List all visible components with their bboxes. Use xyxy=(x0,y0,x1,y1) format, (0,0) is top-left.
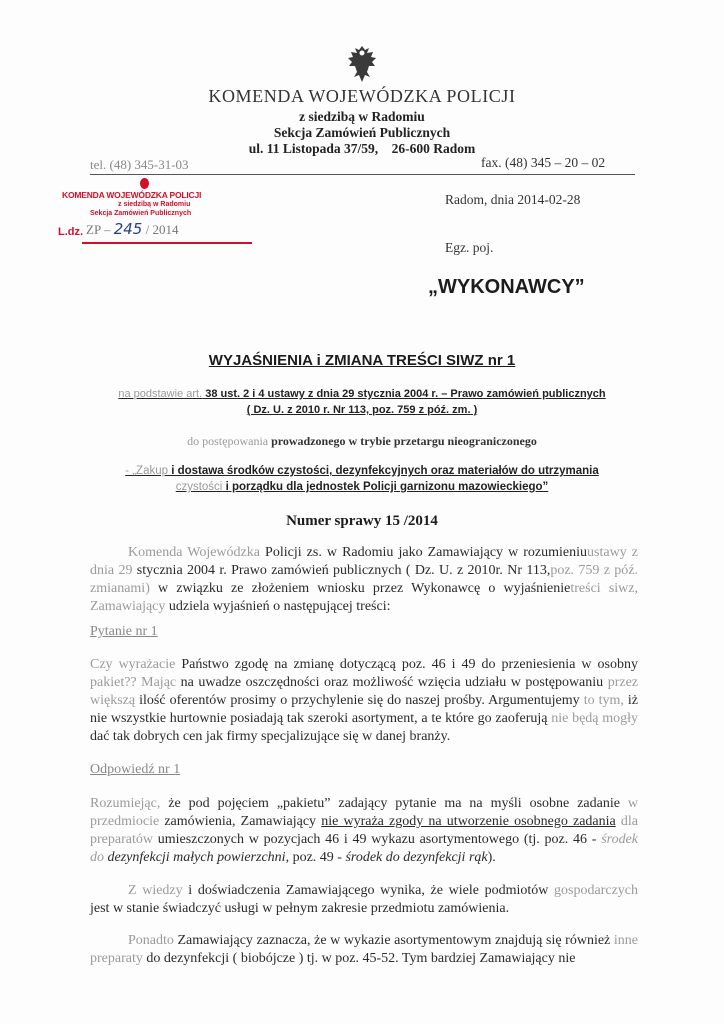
para2-faded-1: Z wiedzy xyxy=(128,883,183,898)
subject-lead-2: czystości xyxy=(175,481,223,493)
para2-text-2: jest w stanie świadczyć usługi w pełnym zakresie przedmiotu zamówienia. xyxy=(90,901,510,916)
reference-number xyxy=(86,220,178,238)
question-faded-4: to tym, xyxy=(583,693,624,708)
fax: fax. (48) 345 – 20 – 02 xyxy=(481,155,606,170)
question-text-5: dać tak dobrych cen jak firmy specjalizujące się w danej branży. xyxy=(90,729,451,744)
answer-paragraph xyxy=(90,795,638,867)
question-text-3: ilość oferentów prosimy o przychylenie się do naszej prośby. Argumentujemy xyxy=(135,693,580,708)
question-label: Pytanie nr 1 xyxy=(90,624,158,639)
institution-section: Sekcja Zamówień Publicznych xyxy=(273,125,451,140)
answer-italic-item-46: dezynfekcji małych powierzchni xyxy=(104,850,286,865)
reference-handwritten-number: 245 xyxy=(113,220,143,238)
answer-text-4b: , poz. 49 - xyxy=(285,850,346,865)
subject-text-2: i porządku dla jednostek Policji garnizonu mazowieckiego” xyxy=(222,481,549,493)
question-faded-2: pakiet?? Mając xyxy=(90,675,177,690)
postal-address: 26-600 Radom xyxy=(391,141,476,156)
legal-basis-lead: na podstawie art. xyxy=(118,388,203,400)
subject-line-2 xyxy=(0,481,724,493)
answer-text-1: że pod pojęciem „pakietu” zadający pytanie ma na myśli osobne zadanie xyxy=(160,796,620,811)
stamp-line-3: Sekcja Zamówień Publicznych xyxy=(90,210,192,217)
answer-underlined-refusal: nie wyraża zgody na utworzenie osobnego zadania xyxy=(321,814,616,829)
copy-note: Egz. poj. xyxy=(445,240,494,255)
intro-paragraph xyxy=(90,544,638,616)
stamp-prefix: L.dz. xyxy=(58,226,84,238)
stamp-underline xyxy=(82,242,252,244)
intro-text-3: w związku ze złożeniem wniosku przez Wykonawcę o wyjaśnienie xyxy=(149,581,571,596)
intro-faded-4: treści siwz, Zamawiający xyxy=(90,581,638,614)
additional-paragraph xyxy=(90,932,638,968)
question-faded-5: nie będą mogły xyxy=(551,711,639,726)
subject-lead: - „Zakup xyxy=(125,465,169,477)
eagle-emblem-icon xyxy=(345,44,379,84)
answer-italic-item-49: środek do dezynfekcji rąk xyxy=(345,850,488,865)
question-text-2: na uwadze oszczędności oraz możliwość wzięcia udziału w postępowaniu xyxy=(176,675,604,690)
question-faded-3: przez większą xyxy=(90,675,638,708)
reference-suffix: / 2014 xyxy=(142,222,179,237)
intro-text-1: Policji zs. w Radomiu jako Zamawiający w rozumieniu xyxy=(259,545,588,560)
legal-basis-line-2: ( Dz. U. z 2010 r. Nr 113, poz. 759 z póź. zm. ) xyxy=(246,404,478,416)
institution-seat: z siedzibą w Radomiu xyxy=(299,109,425,124)
intro-faded-1: Komenda Wojewódzka xyxy=(128,545,260,560)
para3-faded-2: inne preparaty xyxy=(90,933,638,966)
question-text-4: iż nie wszystkie hurtownie posiadają tak szeroki asortyment, a te które go zaoferują xyxy=(90,693,639,726)
para3-text-1: Zamawiający zaznacza, że w wykazie asortymentowym znajdują się również xyxy=(173,933,611,948)
stamp-line-2: z siedzibą w Radomiu xyxy=(118,201,191,208)
intro-faded-3: poz. 759 z póź. zmianami) xyxy=(90,563,638,596)
case-number: Numer sprawy 15 /2014 xyxy=(286,513,438,529)
legal-basis-line-1 xyxy=(0,388,724,400)
institution-address xyxy=(0,141,724,157)
question-paragraph xyxy=(90,656,638,746)
para2-faded-2: gospodarczych xyxy=(554,883,638,898)
stamp-dot-icon xyxy=(140,178,149,189)
intro-faded-2: ustawy z dnia 29 xyxy=(90,545,638,578)
procedure-text: prowadzonego w trybie przetargu nieograniczonego xyxy=(271,434,537,448)
knowledge-paragraph xyxy=(90,882,638,918)
answer-faded-4: środek do xyxy=(90,832,639,865)
document-date: Radom, dnia 2014-02-28 xyxy=(445,192,581,207)
answer-label: Odpowiedź nr 1 xyxy=(90,762,181,777)
para3-faded-1: Ponadto xyxy=(128,933,174,948)
answer-faded-2: w przedmiocie xyxy=(90,796,639,829)
intro-text-2: stycznia 2004 r. Prawo zamówień publicznych ( Dz. U. z 2010r. Nr 113, xyxy=(132,563,551,578)
street-address: ul. 11 Listopada 37/59, xyxy=(248,141,379,156)
answer-faded-1: Rozumiejąc, xyxy=(90,796,161,811)
answer-faded-3: dla preparatów xyxy=(90,814,639,847)
subject-line-1 xyxy=(0,465,724,477)
institution-name: KOMENDA WOJEWÓDZKA POLICJI xyxy=(208,86,516,106)
procedure-lead: do postępowania xyxy=(187,434,272,448)
subject-text-1: i dostawa środków czystości, dezynfekcyjnych oraz materiałów do utrzymania xyxy=(168,465,599,477)
question-faded-1: Czy wyrażacie xyxy=(90,657,176,672)
stamp-line-1: KOMENDA WOJEWÓDZKA POLICJI xyxy=(62,190,202,200)
telephone: tel. (48) 345-31-03 xyxy=(90,157,189,172)
intro-text-4: udziela wyjaśnień o następującej treści: xyxy=(165,599,391,614)
answer-text-2a: zamówienia, Zamawiający xyxy=(159,814,322,829)
procedure-line xyxy=(0,434,724,449)
para3-text-2: do dezynfekcji ( biobójcze ) tj. w poz. 45-52. Tym bardziej Zamawiający nie xyxy=(142,951,576,966)
para2-text-1: i doświadczenia Zamawiającego wynika, że wiele podmiotów xyxy=(182,883,549,898)
answer-text-4d: ). xyxy=(487,850,496,865)
reference-prefix: ZP – xyxy=(86,222,114,237)
legal-basis-text: 38 ust. 2 i 4 ustawy z dnia 29 stycznia 2004 r. – Prawo zamówień publicznych xyxy=(202,388,606,400)
answer-text-3: umieszczonych w pozycjach 46 i 49 wykazu asortymentowego (tj. poz. 46 - xyxy=(152,832,597,847)
header-divider xyxy=(90,174,635,175)
addressee: „WYKONAWCY” xyxy=(428,276,585,298)
document-title: WYJAŚNIENIA i ZMIANA TREŚCI SIWZ nr 1 xyxy=(208,352,516,369)
question-text-1: Państwo zgodę na zmianę dotyczącą poz. 46 i 49 do przeniesienia w osobny xyxy=(175,657,638,672)
